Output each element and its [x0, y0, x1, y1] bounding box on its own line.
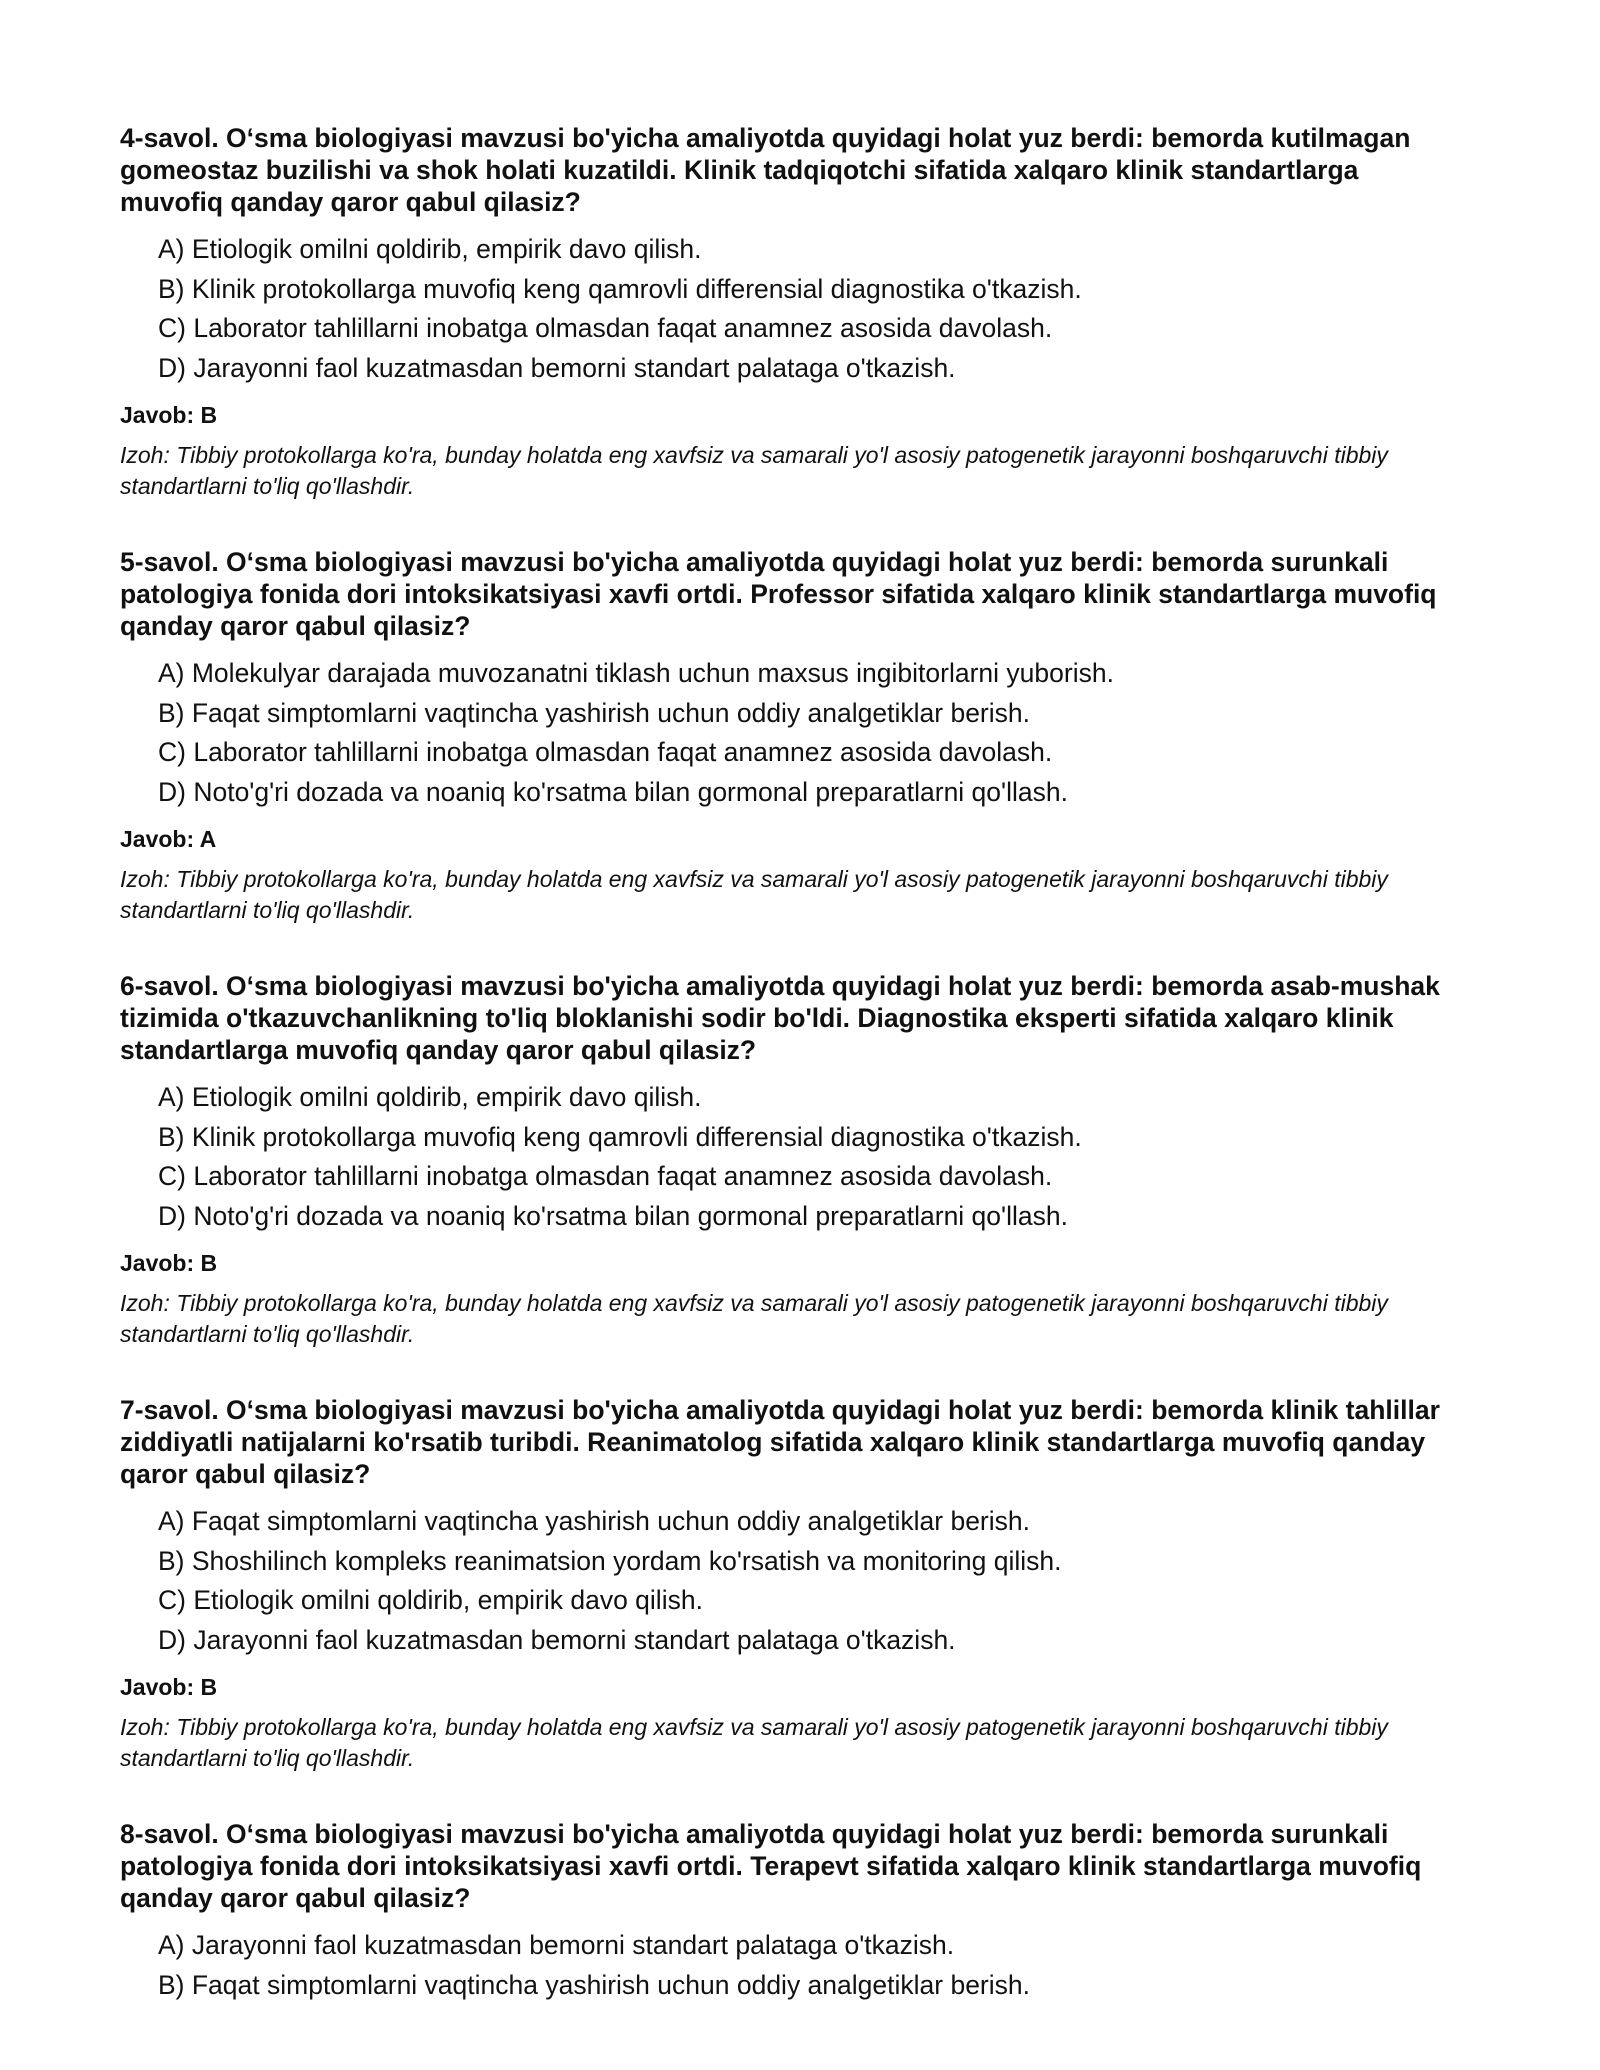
option-d: D) Jarayonni faol kuzatmasdan bemorni standart palataga o'tkazish.: [158, 1624, 956, 1655]
question-text: 8-savol. O‘sma biologiyasi mavzusi bo'yicha amaliyotda quyidagi holat yuz berdi: bemorda surunkali patologiya fonida dori intoksikatsiyasi xavfi ortdi. Terapevt sifatida xalqaro klinik standartlarga muvofiq qanday qaror qabul qilasiz?: [120, 1819, 1422, 1913]
options-list: [120, 1502, 1460, 1660]
document-page: [120, 122, 1460, 2049]
answer-label: Javob: B: [120, 402, 218, 428]
answer-label: Javob: A: [120, 826, 217, 852]
option-b: B) Shoshilinch kompleks reanimatsion yordam ko'rsatish va monitoring qilish.: [158, 1545, 1062, 1576]
question-text: 6-savol. O‘sma biologiyasi mavzusi bo'yicha amaliyotda quyidagi holat yuz berdi: bemorda asab-mushak tizimida o'tkazuvchanlikning to'liq bloklanishi sodir bo'ldi. Diagnostika eksperti sifatida xalqaro klinik standartlarga muvofiq qanday qaror qabul qilasiz?: [120, 971, 1440, 1065]
option-b: B) Klinik protokollarga muvofiq keng qamrovli differensial diagnostika o'tkazish.: [158, 1121, 1082, 1152]
option-a: A) Molekulyar darajada muvozanatni tiklash uchun maxsus ingibitorlarni yuborish.: [158, 658, 1114, 688]
option-b: B) Klinik protokollarga muvofiq keng qamrovli differensial diagnostika o'tkazish.: [158, 273, 1082, 304]
option-a: A) Faqat simptomlarni vaqtincha yashirish uchun oddiy analgetiklar berish.: [158, 1506, 1030, 1536]
question-block-6: [120, 970, 1460, 1350]
question-text: 4-savol. O‘sma biologiyasi mavzusi bo'yicha amaliyotda quyidagi holat yuz berdi: bemorda kutilmagan gomeostaz buzilishi va shok holati kuzatildi. Klinik tadqiqotchi sifatida xalqaro klinik standartlarga muvofiq qanday qaror qabul qilasiz?: [120, 123, 1411, 217]
explanation-text: Izoh: Tibbiy protokollarga ko'ra, bunday holatda eng xavfsiz va samarali yo'l asosiy patogenetik jarayonni boshqaruvchi tibbiy standartlarni to'liq qo'llashdir.: [120, 1714, 1388, 1771]
option-c: C) Laborator tahlillarni inobatga olmasdan faqat anamnez asosida davolash.: [158, 737, 1053, 767]
options-list: [120, 654, 1460, 812]
explanation-text: Izoh: Tibbiy protokollarga ko'ra, bunday holatda eng xavfsiz va samarali yo'l asosiy patogenetik jarayonni boshqaruvchi tibbiy standartlarni to'liq qo'llashdir.: [120, 866, 1388, 923]
option-b: B) Faqat simptomlarni vaqtincha yashirish uchun oddiy analgetiklar berish.: [158, 1969, 1030, 2000]
explanation-text: Izoh: Tibbiy protokollarga ko'ra, bunday holatda eng xavfsiz va samarali yo'l asosiy patogenetik jarayonni boshqaruvchi tibbiy standartlarni to'liq qo'llashdir.: [120, 442, 1388, 499]
question-block-4: [120, 122, 1460, 502]
question-block-7: [120, 1394, 1460, 1774]
option-d: D) Jarayonni faol kuzatmasdan bemorni standart palataga o'tkazish.: [158, 352, 956, 383]
option-a: A) Jarayonni faol kuzatmasdan bemorni standart palataga o'tkazish.: [158, 1930, 955, 1960]
option-b: B) Faqat simptomlarni vaqtincha yashirish uchun oddiy analgetiklar berish.: [158, 697, 1030, 728]
option-c: C) Laborator tahlillarni inobatga olmasdan faqat anamnez asosida davolash.: [158, 313, 1053, 343]
answer-label: Javob: B: [120, 1250, 218, 1276]
option-a: A) Etiologik omilni qoldirib, empirik davo qilish.: [158, 1082, 702, 1112]
options-list: [120, 1078, 1460, 1236]
question-text: 7-savol. O‘sma biologiyasi mavzusi bo'yicha amaliyotda quyidagi holat yuz berdi: bemorda klinik tahlillar ziddiyatli natijalarni ko'rsatib turibdi. Reanimatolog sifatida xalqaro klinik standartlarga muvofiq qanday qaror qabul qilasiz?: [120, 1395, 1440, 1489]
options-list: [120, 1926, 1460, 2005]
question-block-8: [120, 1818, 1460, 2005]
option-c: C) Laborator tahlillarni inobatga olmasdan faqat anamnez asosida davolash.: [158, 1161, 1053, 1191]
explanation-text: Izoh: Tibbiy protokollarga ko'ra, bunday holatda eng xavfsiz va samarali yo'l asosiy patogenetik jarayonni boshqaruvchi tibbiy standartlarni to'liq qo'llashdir.: [120, 1290, 1388, 1347]
option-a: A) Etiologik omilni qoldirib, empirik davo qilish.: [158, 234, 702, 264]
option-d: D) Noto'g'ri dozada va noaniq ko'rsatma bilan gormonal preparatlarni qo'llash.: [158, 776, 1068, 807]
options-list: [120, 230, 1460, 388]
option-c: C) Etiologik omilni qoldirib, empirik davo qilish.: [158, 1585, 703, 1615]
question-text: 5-savol. O‘sma biologiyasi mavzusi bo'yicha amaliyotda quyidagi holat yuz berdi: bemorda surunkali patologiya fonida dori intoksikatsiyasi xavfi ortdi. Professor sifatida xalqaro klinik standartlarga muvofiq qanday qaror qabul qilasiz?: [120, 547, 1437, 641]
answer-label: Javob: B: [120, 1674, 218, 1700]
question-block-5: [120, 546, 1460, 926]
option-d: D) Noto'g'ri dozada va noaniq ko'rsatma bilan gormonal preparatlarni qo'llash.: [158, 1200, 1068, 1231]
